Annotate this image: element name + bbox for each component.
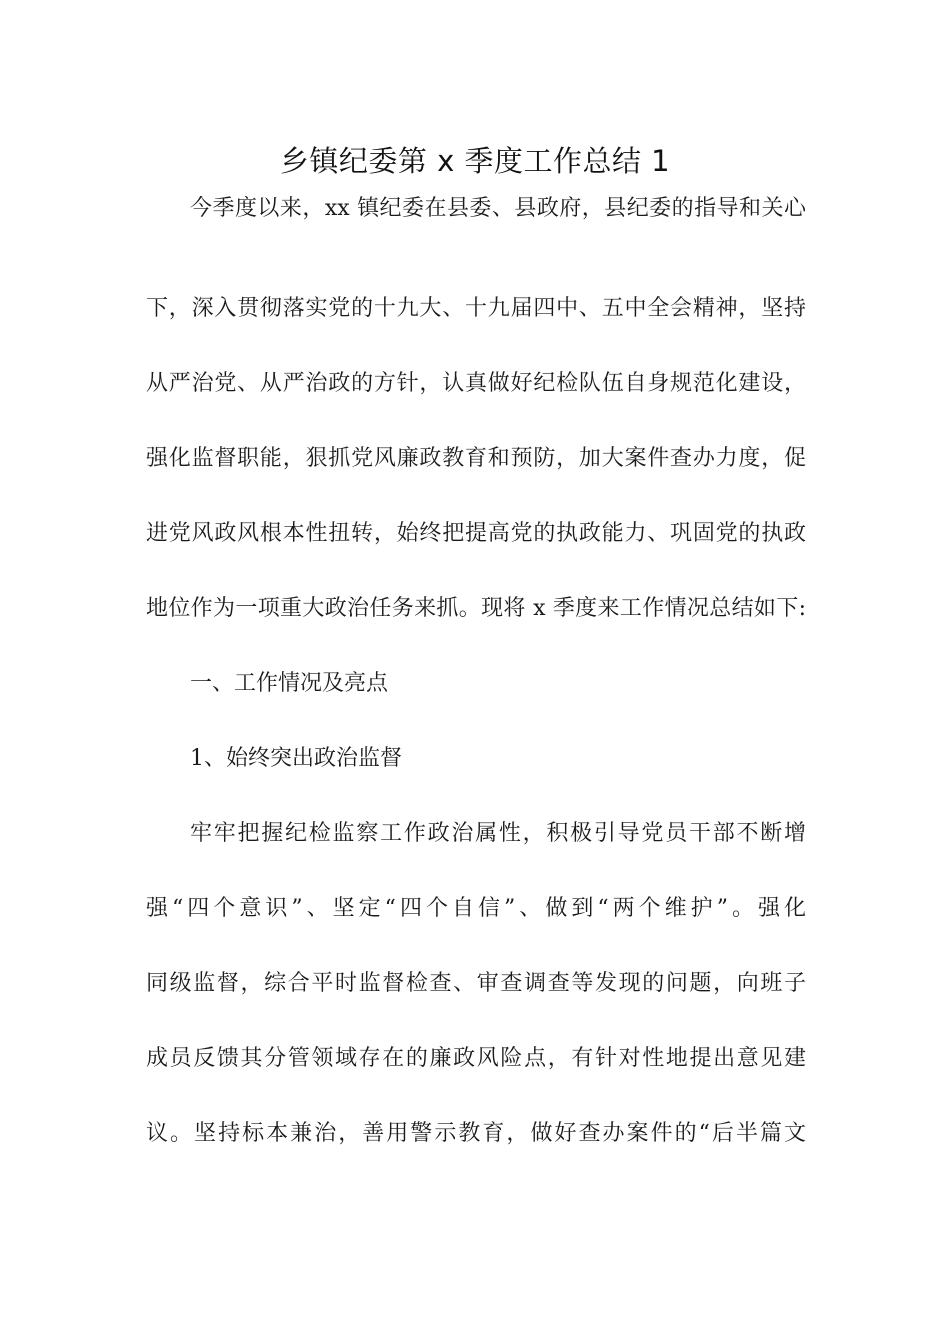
subsection-1-heading: 1、始终突出政治监督	[190, 746, 402, 771]
paragraph-1-line-4: 强化监督职能，狠抓党风廉政教育和预防，加大案件查办力度，促	[146, 446, 806, 471]
paragraph-2-line-4: 成员反馈其分管领域存在的廉政风险点，有针对性地提出意见建	[146, 1046, 806, 1071]
paragraph-2-line-3: 同级监督，综合平时监督检查、审查调查等发现的问题，向班子	[146, 971, 806, 996]
paragraph-1-line-6: 地位作为一项重大政治任务来抓。现将 x 季度来工作情况总结如下:	[146, 596, 806, 621]
paragraph-1-line-3: 从严治党、从严治政的方针，认真做好纪检队伍自身规范化建设，	[146, 371, 806, 396]
paragraph-2-line-5: 议。坚持标本兼治，善用警示教育，做好查办案件的“后半篇文	[146, 1121, 806, 1146]
paragraph-1-line-2: 下，深入贯彻落实党的十九大、十九届四中、五中全会精神，坚持	[146, 296, 806, 321]
section-1-heading: 一、工作情况及亮点	[190, 671, 389, 696]
document-title: 乡镇纪委第 x 季度工作总结 1	[279, 144, 671, 178]
paragraph-2-line-2: 强“四个意识”、坚定“四个自信”、做到“两个维护”。强化	[146, 896, 806, 921]
paragraph-2-line-1: 牢牢把握纪检监察工作政治属性，积极引导党员干部不断增	[190, 821, 806, 846]
paragraph-1-line-5: 进党风政风根本性扭转，始终把提高党的执政能力、巩固党的执政	[146, 521, 806, 546]
paragraph-1-line-1: 今季度以来，xx 镇纪委在县委、县政府，县纪委的指导和关心	[190, 196, 806, 221]
